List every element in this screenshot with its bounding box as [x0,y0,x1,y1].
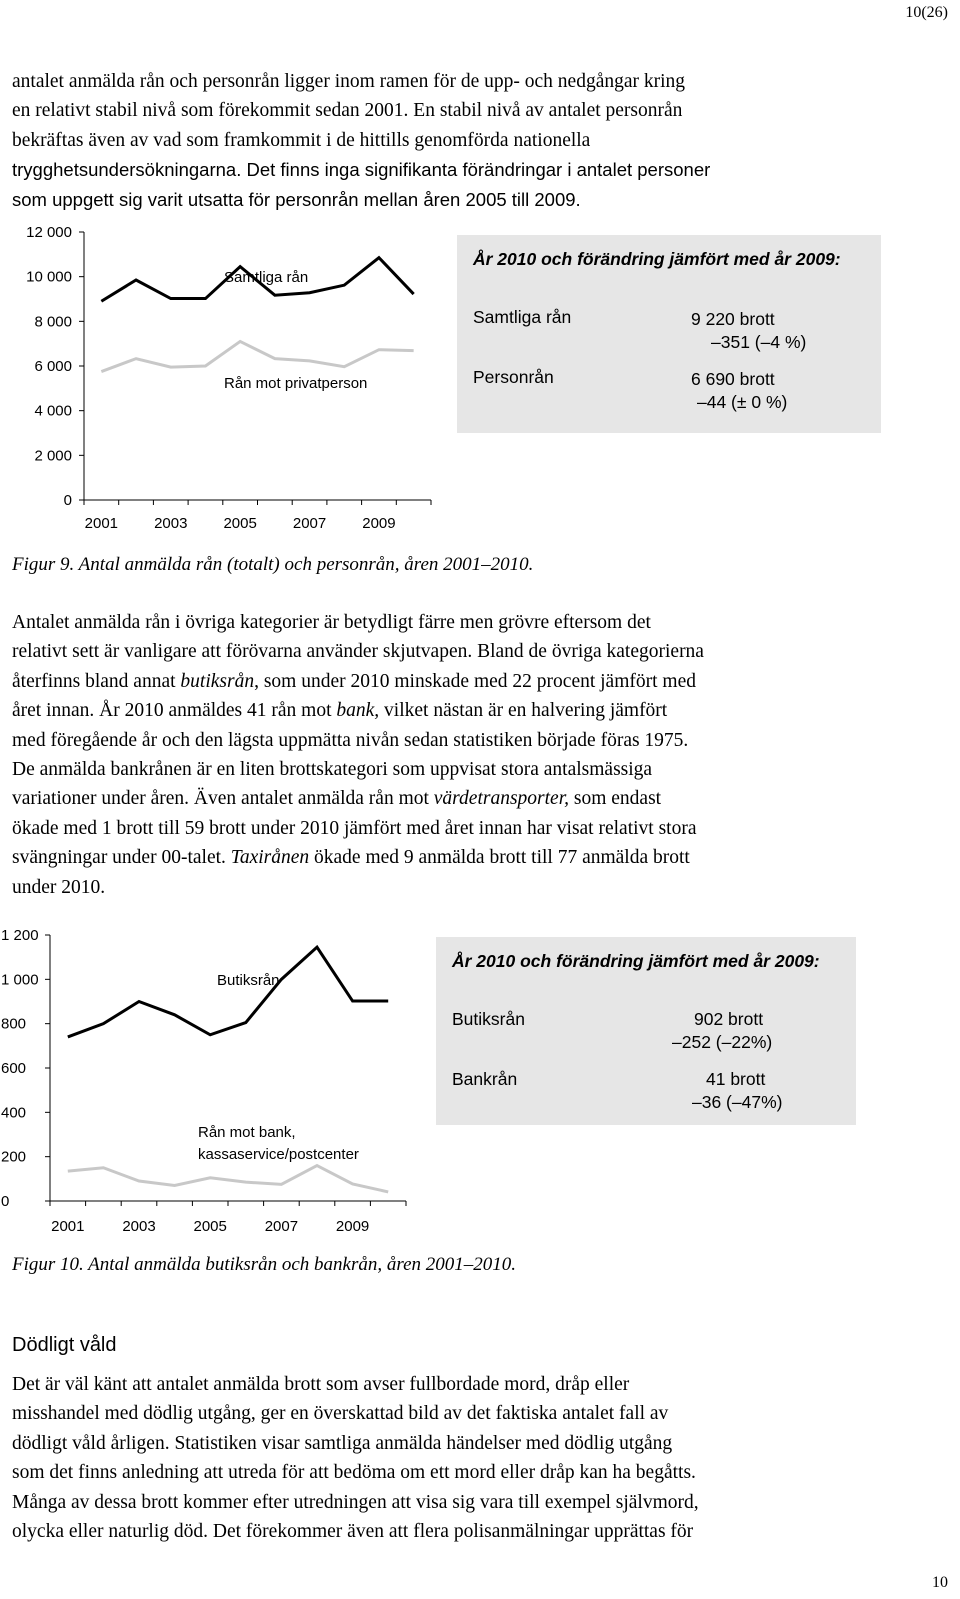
text-line [12,726,912,755]
text-run: De anmälda bankrånen är en liten brottskategori som uppvisat stora antalsmässiga [12,759,653,781]
italic-term: bank, [336,700,380,722]
y-tick-label: 200 [1,1148,27,1166]
x-tick-label: 2003 [154,515,188,532]
text-run: , som under 2010 minskade med 22 procent jämfört med [254,670,696,692]
y-tick-label: 1 000 [1,971,39,989]
x-tick-label: 2003 [122,1218,156,1235]
text-line: som uppgett sig varit utsatta för personrån mellan åren 2005 till 2009. [12,188,581,210]
text-run: året innan. År 2010 anmäldes 41 rån mot [12,700,337,722]
summary-change-bank-robbery: –36 (–47%) [692,1092,783,1112]
paragraph-lethal-violence [12,1370,912,1546]
series-label-all-robbery: Samtliga rån [224,269,309,286]
text-line: dödligt våld årligen. Statistiken visar samtliga anmälda händelser med dödlig utgång [12,1432,673,1454]
summary-value-personal-robbery: 6 690 brott [691,369,775,389]
text-line [12,755,912,784]
text-line [12,814,912,843]
figure-10-caption: Figur 10. Antal anmälda butiksrån och bankrån, åren 2001–2010. [12,1254,517,1275]
text-line: bekräftas även av vad som framkommit i de hittills genomförda nationella [12,129,591,151]
text-run: variationer under åren. Även antalet anmälda rån mot [12,788,434,810]
summary-value-shop-robbery: 902 brott [694,1009,764,1029]
figure-9-summary-box [457,235,881,433]
paragraph-robbery-stability [12,67,912,214]
series-line-primary [68,947,388,1037]
text-line: antalet anmälda rån och personrån ligger inom ramen för de upp- och nedgångar kring [12,71,686,92]
y-tick-label: 1 200 [1,927,39,944]
text-run: under 2010. [12,876,106,898]
italic-term: värdetransporter, [433,788,570,810]
y-tick-label: 0 [63,492,72,509]
x-tick-label: 2007 [264,1218,299,1235]
summary-change-personal-robbery: –44 (± 0 %) [697,392,788,412]
text-run: som endast [569,788,662,810]
text-line: trygghetsundersökningarna. Det finns inga signifikanta förändringar i antalet personer [12,159,711,181]
y-tick-label: 400 [1,1104,27,1122]
text-run: svängningar under 00-talet. [12,847,231,869]
text-line: Många av dessa brott kommer efter utredningen att visa sig vara till exempel självmord, [12,1491,699,1513]
text-line [12,667,912,696]
italic-term: Taxirånen [230,847,310,869]
y-tick-label: 4 000 [34,402,72,420]
y-tick-label: 800 [1,1015,27,1033]
series-label-bank-robbery-cont: kassaservice/postcenter [198,1146,359,1163]
text-line [12,696,912,725]
x-tick-label: 2001 [84,515,119,532]
text-run: ökade med 9 anmälda brott till 77 anmälda brott [309,847,690,869]
x-tick-label: 2007 [292,515,327,532]
figure-9-caption: Figur 9. Antal anmälda rån (totalt) och personrån, åren 2001–2010. [12,554,534,575]
text-run: med föregående år och den lägsta uppmätta nivån sedan statistiken började föras 1975. [12,729,689,751]
summary-heading: År 2010 och förändring jämfört med år 2009: [452,951,820,971]
summary-change-all-robbery: –351 (–4 %) [711,332,807,352]
text-line [12,784,912,813]
figure-9-chart [0,218,450,540]
y-tick-label: 10 000 [26,268,72,286]
paragraph-other-robbery-categories [12,608,912,902]
text-line [12,608,912,637]
y-tick-label: 6 000 [34,358,72,375]
figure-10-chart [0,922,420,1242]
series-line-secondary [68,1166,388,1192]
summary-value-all-robbery: 9 220 brott [691,309,775,329]
series-label-bank-robbery: Rån mot bank, [198,1124,296,1141]
text-line: Det är väl känt att antalet anmälda brott som avser fullbordade mord, dråp eller [12,1374,630,1395]
text-line [12,637,912,666]
text-run: ökade med 1 brott till 59 brott under 2010 jämfört med året innan har visat relativt stora [12,817,697,839]
page-number-top: 10(26) [905,4,948,21]
summary-label-shop-robbery: Butiksrån [452,1009,525,1029]
x-tick-label: 2001 [51,1218,85,1235]
text-line: som det finns anledning att utreda för att bedöma om ett mord eller dråp kan ha begåtts. [12,1462,696,1484]
text-line: misshandel med dödlig utgång, ger en överskattad bild av det faktiska antalet fall av [12,1403,669,1425]
y-tick-label: 12 000 [26,224,72,241]
text-run: vilket nästan är en halvering jämfört [379,700,668,722]
series-label-shop-robbery: Butiksrån [217,972,280,989]
text-line [12,873,912,902]
summary-label-all-robbery: Samtliga rån [473,307,572,327]
text-line: olycka eller naturlig död. Det förekommer även att flera polisanmälningar upprättas för [12,1521,694,1543]
text-line: en relativt stabil nivå som förekommit sedan 2001. En stabil nivå av antalet personrån [12,100,683,122]
y-tick-label: 2 000 [34,447,72,465]
series-line-secondary [101,341,413,371]
series-label-personal-robbery: Rån mot privatperson [224,375,368,392]
summary-value-bank-robbery: 41 brott [706,1069,766,1089]
text-line [12,843,912,872]
summary-heading: År 2010 och förändring jämfört med år 2009: [473,249,841,269]
x-tick-label: 2009 [362,515,396,532]
text-run: Antalet anmälda rån i övriga kategorier är betydligt färre men grövre eftersom det [12,612,651,633]
x-tick-label: 2009 [335,1218,370,1235]
figure-10-summary-box [436,937,856,1125]
x-tick-label: 2005 [193,1218,227,1235]
y-tick-label: 0 [1,1193,10,1210]
summary-label-personal-robbery: Personrån [473,367,554,387]
italic-term: butiksrån [180,670,255,692]
text-run: relativt sett är vanligare att förövarna använder skjutvapen. Bland de övriga kategorierna [12,641,704,663]
summary-label-bank-robbery: Bankrån [452,1069,518,1089]
summary-change-shop-robbery: –252 (–22%) [672,1032,773,1052]
y-tick-label: 600 [1,1060,27,1077]
section-heading: Dödligt våld [12,1334,117,1356]
page-number-bottom: 10 [932,1574,948,1591]
y-tick-label: 8 000 [34,313,72,331]
x-tick-label: 2005 [223,515,257,532]
text-run: återfinns bland annat [12,670,181,692]
